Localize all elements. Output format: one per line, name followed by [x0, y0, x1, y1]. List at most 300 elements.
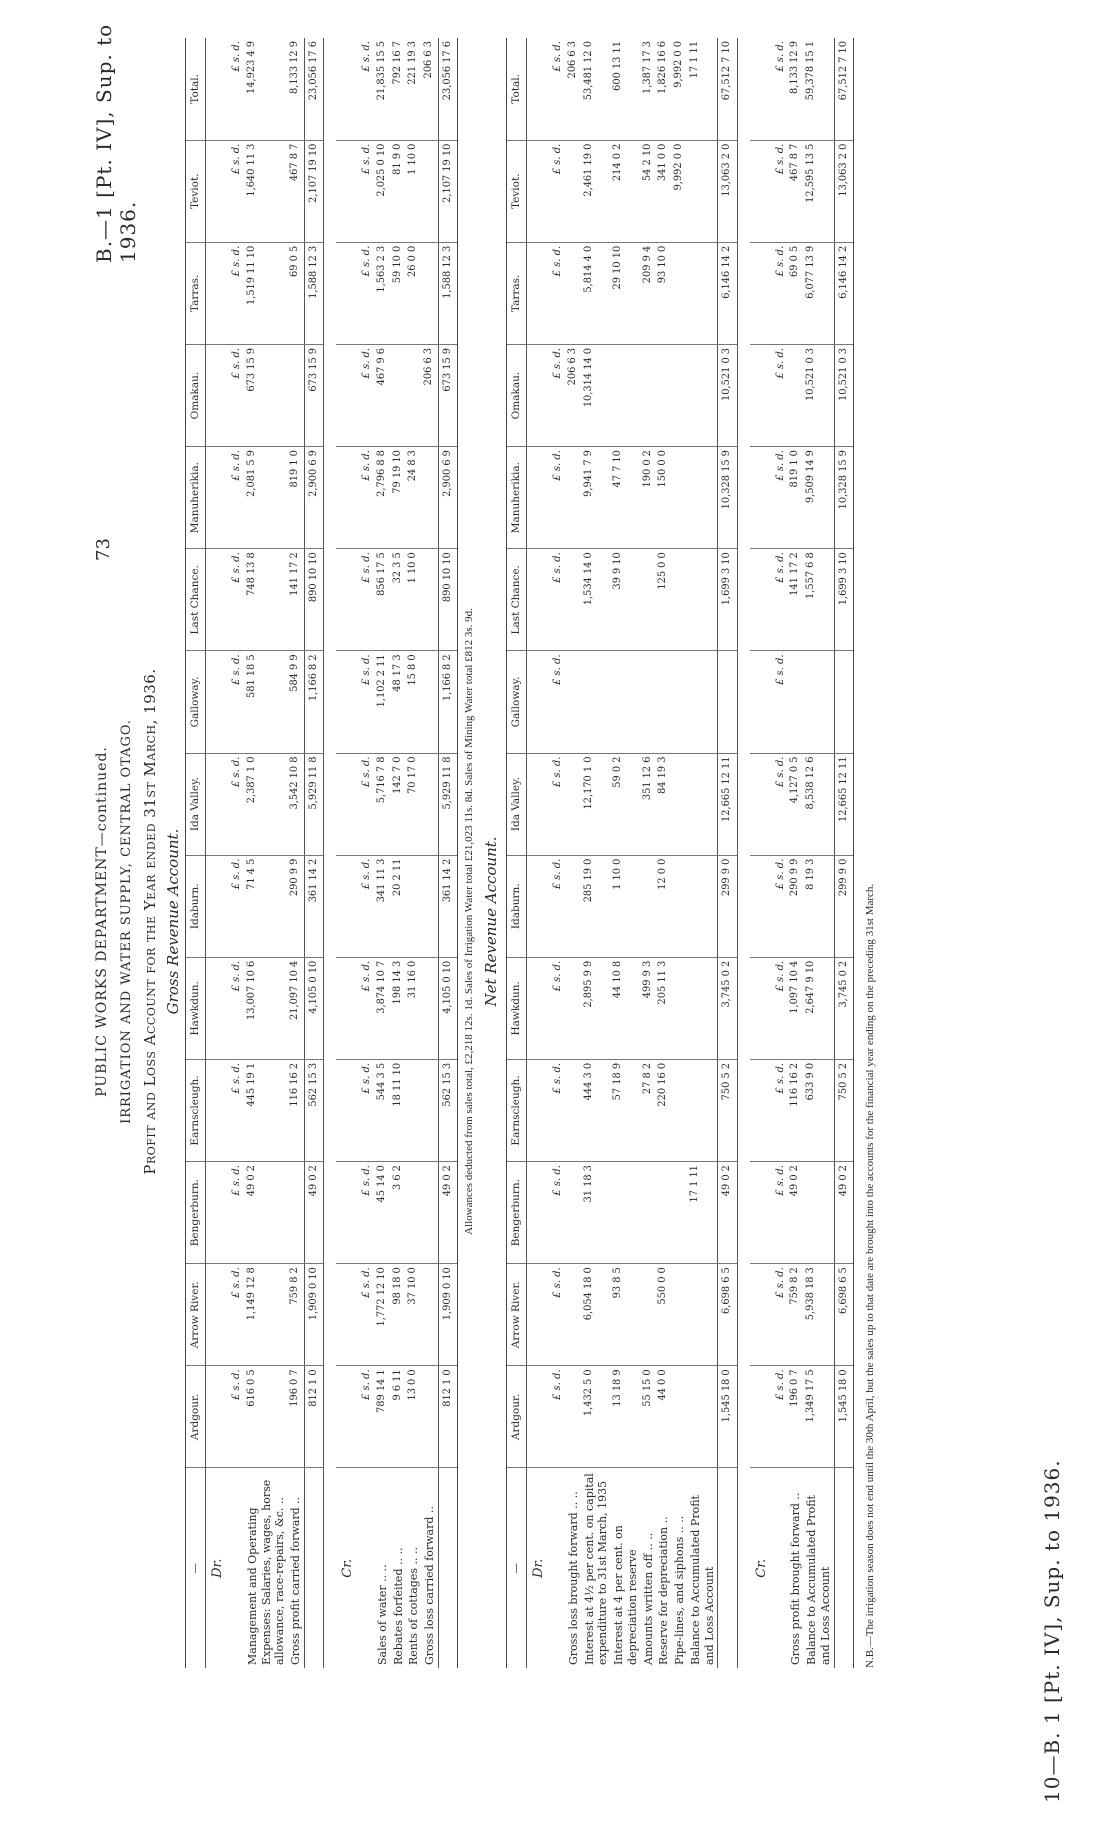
column-header: Tarras. — [186, 242, 206, 344]
total-cell: 67,512 7 10 — [718, 38, 737, 140]
table-row — [375, 38, 391, 1668]
empty-cell — [336, 344, 358, 446]
value-cell: 206 6 3 — [566, 344, 582, 446]
value-cell: 1 10 0 — [406, 549, 422, 651]
value-cell: 550 0 0 — [656, 1264, 672, 1366]
empty-cell — [336, 753, 358, 855]
empty-cell — [527, 38, 550, 140]
value-cell: 57 18 9 — [611, 1059, 641, 1161]
total-cell: 12,665 12 11 — [718, 753, 737, 855]
value-cell — [566, 140, 582, 242]
footnote: N.B.—The irrigation season does not end until the 30th April, but the sales up to that date are brought into the accounts for the financial year ending on the preceding 31st March. — [864, 883, 876, 1668]
value-cell: 467 8 7 — [288, 140, 304, 242]
total-cell: 299 9 0 — [834, 855, 853, 957]
value-cell — [422, 447, 438, 549]
total-cell: 1,166 8 2 — [438, 651, 457, 753]
value-cell: 21,097 10 4 — [288, 957, 304, 1059]
empty-cell — [527, 753, 550, 855]
units-cell: £ s. d. — [358, 38, 375, 140]
total-cell: 12,665 12 11 — [834, 753, 853, 855]
value-cell — [406, 1162, 422, 1264]
value-cell — [566, 447, 582, 549]
value-cell — [422, 242, 438, 344]
column-header: Galloway. — [186, 651, 206, 753]
empty-cell — [336, 38, 358, 140]
section-label: Dr. — [531, 1558, 547, 1578]
value-cell: 5,938 18 3 — [804, 1264, 834, 1366]
units-cell: £ s. d. — [549, 344, 566, 446]
value-cell: 13 18 9 — [611, 1366, 641, 1468]
value-cell: 24 8 3 — [406, 447, 422, 549]
value-cell — [566, 1264, 582, 1366]
section-label-row — [527, 38, 550, 1668]
empty-cell — [206, 957, 229, 1059]
value-cell: 69 0 5 — [288, 242, 304, 344]
value-cell: 9 6 11 — [391, 1366, 407, 1468]
value-cell: 1,387 17 3 — [641, 38, 657, 140]
value-cell: 55 15 0 — [641, 1366, 657, 1468]
empty-cell — [527, 242, 550, 344]
spacer-row — [737, 38, 750, 1668]
value-cell: 1,102 2 11 — [375, 651, 391, 753]
value-cell: 1,534 14 0 — [582, 549, 612, 651]
value-cell — [656, 1162, 672, 1264]
units-cell: £ s. d. — [358, 1162, 375, 1264]
total-cell: 23,056 17 6 — [438, 38, 457, 140]
value-cell — [641, 1162, 657, 1264]
value-cell: 27 8 2 — [641, 1059, 657, 1161]
units-cell: £ s. d. — [772, 1264, 789, 1366]
value-cell — [688, 447, 718, 549]
units-cell: £ s. d. — [358, 753, 375, 855]
page-ref-right: B.—1 [Pt. IV], Sup. to 1936. — [92, 23, 140, 263]
empty-cell — [527, 1264, 550, 1366]
value-cell: 12 0 0 — [656, 855, 672, 957]
value-cell: 445 19 1 — [245, 1059, 288, 1161]
value-cell: 9,941 7 9 — [582, 447, 612, 549]
empty-cell — [750, 1366, 772, 1468]
value-cell — [422, 651, 438, 753]
total-cell: 1,909 0 10 — [438, 1264, 457, 1366]
value-cell — [422, 1366, 438, 1468]
value-cell: 789 14 1 — [375, 1366, 391, 1468]
value-cell — [641, 1264, 657, 1366]
value-cell: 581 18 5 — [245, 651, 288, 753]
units-cell: £ s. d. — [772, 549, 789, 651]
column-header: Idaburn. — [186, 855, 206, 957]
units-cell: £ s. d. — [772, 1162, 789, 1264]
value-cell: 20 2 11 — [391, 855, 407, 957]
empty-cell — [336, 855, 358, 957]
total-cell: 361 14 2 — [438, 855, 457, 957]
units-cell: £ s. d. — [549, 447, 566, 549]
units-cell: £ s. d. — [228, 957, 245, 1059]
value-cell: 673 15 9 — [245, 344, 288, 446]
total-cell: 49 0 2 — [718, 1162, 737, 1264]
value-cell: 1,826 16 6 — [656, 38, 672, 140]
column-header-row — [186, 38, 206, 1668]
value-cell: 84 19 3 — [656, 753, 672, 855]
value-cell: 9,992 0 0 — [672, 38, 688, 140]
units-row — [228, 38, 245, 1668]
total-cell: 1,909 0 10 — [304, 1264, 323, 1366]
column-header: Manuherikia. — [186, 447, 206, 549]
value-cell — [672, 855, 688, 957]
units-cell: £ s. d. — [549, 1059, 566, 1161]
total-row — [718, 38, 737, 1668]
value-cell: 39 9 10 — [611, 549, 641, 651]
column-header: Teviot. — [186, 140, 206, 242]
empty-cell — [750, 1059, 772, 1161]
units-cell: £ s. d. — [549, 855, 566, 957]
empty-cell — [750, 242, 772, 344]
empty-cell — [336, 1366, 358, 1468]
value-cell — [641, 344, 657, 446]
page-ref-left: 10—B. 1 [Pt. IV], Sup. to 1936. — [1040, 1459, 1064, 1803]
value-cell — [641, 651, 657, 753]
value-cell: 1,349 17 5 — [804, 1366, 834, 1468]
empty-cell — [750, 140, 772, 242]
value-cell: 3,874 10 7 — [375, 957, 391, 1059]
value-cell: 1,097 10 4 — [788, 957, 804, 1059]
value-cell: 819 1 0 — [288, 447, 304, 549]
empty-cell — [527, 1059, 550, 1161]
empty-cell — [527, 344, 550, 446]
column-header: Arrow River. — [507, 1264, 527, 1366]
units-cell: £ s. d. — [358, 447, 375, 549]
value-cell: 49 0 2 — [788, 1162, 804, 1264]
value-cell: 584 9 9 — [288, 651, 304, 753]
value-cell — [672, 344, 688, 446]
total-cell: 5,929 11 8 — [438, 753, 457, 855]
value-cell — [672, 651, 688, 753]
units-cell: £ s. d. — [358, 855, 375, 957]
column-header: Ida Valley. — [507, 753, 527, 855]
empty-cell — [206, 1059, 229, 1161]
units-cell: £ s. d. — [228, 1162, 245, 1264]
value-cell — [566, 1366, 582, 1468]
total-cell: 1,166 8 2 — [304, 651, 323, 753]
value-cell — [566, 753, 582, 855]
value-cell: 70 17 0 — [406, 753, 422, 855]
total-cell: 6,698 6 5 — [718, 1264, 737, 1366]
value-cell: 14,923 4 9 — [245, 38, 288, 140]
value-cell: 150 0 0 — [656, 447, 672, 549]
column-header: Earnscleugh. — [507, 1059, 527, 1161]
empty-cell — [527, 651, 550, 753]
value-cell: 633 9 0 — [804, 1059, 834, 1161]
empty-cell — [750, 1264, 772, 1366]
value-cell: 467 9 6 — [375, 344, 391, 446]
units-cell: £ s. d. — [772, 855, 789, 957]
column-header: Hawkdun. — [186, 957, 206, 1059]
value-cell — [641, 549, 657, 651]
section-label-row — [336, 38, 358, 1668]
total-cell: 3,745 0 2 — [834, 957, 853, 1059]
empty-cell — [206, 1264, 229, 1366]
value-cell: 221 19 3 — [406, 38, 422, 140]
value-cell: 6,077 13 9 — [804, 242, 834, 344]
row-label: Rebates forfeited .. .. — [391, 1547, 405, 1665]
column-header: Omakau. — [186, 344, 206, 446]
value-cell: 8,133 12 9 — [788, 38, 804, 140]
total-cell: 3,745 0 2 — [718, 957, 737, 1059]
empty-cell — [527, 957, 550, 1059]
total-cell: 13,063 2 0 — [718, 140, 737, 242]
value-cell: 220 16 0 — [656, 1059, 672, 1161]
value-cell — [788, 651, 804, 753]
empty-cell — [772, 1468, 789, 1668]
value-cell: 2,387 1 0 — [245, 753, 288, 855]
value-cell: 31 16 0 — [406, 957, 422, 1059]
value-cell: 5,716 7 8 — [375, 753, 391, 855]
total-cell: 299 9 0 — [718, 855, 737, 957]
value-cell: 285 19 0 — [582, 855, 612, 957]
empty-cell — [750, 855, 772, 957]
value-cell: 141 17 2 — [288, 549, 304, 651]
value-cell: 17 1 11 — [688, 38, 718, 140]
value-cell — [611, 1162, 641, 1264]
units-cell: £ s. d. — [228, 344, 245, 446]
units-cell: £ s. d. — [228, 855, 245, 957]
value-cell — [656, 651, 672, 753]
total-cell: 1,545 18 0 — [834, 1366, 853, 1468]
value-cell: 196 0 7 — [288, 1366, 304, 1468]
value-cell: 748 13 8 — [245, 549, 288, 651]
value-cell: 10,521 0 3 — [804, 344, 834, 446]
value-cell: 141 17 2 — [788, 549, 804, 651]
row-label: Gross profit carried forward .. — [289, 1496, 303, 1665]
empty-cell — [336, 447, 358, 549]
total-cell: 1,588 12 3 — [438, 242, 457, 344]
value-cell: 196 0 7 — [788, 1366, 804, 1468]
value-cell: 759 8 2 — [788, 1264, 804, 1366]
value-cell: 290 9 9 — [788, 855, 804, 957]
column-header: Last Chance. — [186, 549, 206, 651]
empty-cell — [834, 1468, 853, 1668]
total-cell: 750 5 2 — [718, 1059, 737, 1161]
value-cell: 18 11 10 — [391, 1059, 407, 1161]
total-cell: 23,056 17 6 — [304, 38, 323, 140]
table-row — [422, 38, 438, 1668]
units-cell: £ s. d. — [228, 549, 245, 651]
table-row — [788, 38, 804, 1668]
total-cell: 13,063 2 0 — [834, 140, 853, 242]
value-cell — [688, 344, 718, 446]
value-cell: 125 0 0 — [656, 549, 672, 651]
empty-cell — [750, 651, 772, 753]
units-row — [358, 38, 375, 1668]
value-cell: 59,378 15 1 — [804, 38, 834, 140]
value-cell — [422, 855, 438, 957]
units-cell: £ s. d. — [228, 242, 245, 344]
column-header: Ida Valley. — [186, 753, 206, 855]
allowances-note: Allowances deducted from sales total, £2,218 12s. 1d. Sales of Irrigation Water total £21,023 11s. 8d. Sales of Mining Water total £812 3s. 9d. — [463, 608, 475, 1235]
value-cell — [688, 549, 718, 651]
row-label: Balance to Accumulated Profit and Loss Account — [688, 1495, 716, 1665]
value-cell: 49 0 2 — [245, 1162, 288, 1264]
empty-cell — [527, 1162, 550, 1264]
value-cell: 792 16 7 — [391, 38, 407, 140]
table-row — [406, 38, 422, 1668]
value-cell — [672, 753, 688, 855]
value-cell — [582, 651, 612, 753]
column-header: Manuherikia. — [507, 447, 527, 549]
row-label: Pipe-lines, and siphons .. .. — [673, 1515, 687, 1665]
column-header: Tarras. — [507, 242, 527, 344]
total-row — [438, 38, 457, 1668]
value-cell — [288, 1162, 304, 1264]
header-blank: — — [186, 1468, 206, 1668]
value-cell — [672, 447, 688, 549]
units-cell: £ s. d. — [772, 957, 789, 1059]
empty-cell — [527, 140, 550, 242]
section-label-row — [206, 38, 229, 1668]
value-cell: 616 0 5 — [245, 1366, 288, 1468]
total-cell: 49 0 2 — [304, 1162, 323, 1264]
value-cell — [672, 549, 688, 651]
units-cell: £ s. d. — [549, 549, 566, 651]
units-cell: £ s. d. — [549, 1366, 566, 1468]
empty-cell — [206, 855, 229, 957]
value-cell: 600 13 11 — [611, 38, 641, 140]
units-cell: £ s. d. — [358, 344, 375, 446]
value-cell: 759 8 2 — [288, 1264, 304, 1366]
column-header: Total. — [507, 38, 527, 140]
value-cell: 1,432 5 0 — [582, 1366, 612, 1468]
table-row — [804, 38, 834, 1668]
units-cell: £ s. d. — [549, 957, 566, 1059]
units-cell: £ s. d. — [772, 140, 789, 242]
value-cell: 26 0 0 — [406, 242, 422, 344]
units-cell: £ s. d. — [358, 242, 375, 344]
empty-cell — [304, 1468, 323, 1668]
total-cell: 5,929 11 8 — [304, 753, 323, 855]
value-cell: 116 16 2 — [288, 1059, 304, 1161]
units-cell: £ s. d. — [228, 1366, 245, 1468]
value-cell: 1,519 11 10 — [245, 242, 288, 344]
value-cell: 290 9 9 — [288, 855, 304, 957]
value-cell — [566, 242, 582, 344]
empty-cell — [228, 1468, 245, 1668]
value-cell: 8,133 12 9 — [288, 38, 304, 140]
value-cell — [422, 1059, 438, 1161]
value-cell: 1 10 0 — [406, 140, 422, 242]
total-cell: 2,107 19 10 — [438, 140, 457, 242]
table-row — [288, 38, 304, 1668]
value-cell: 1,640 11 3 — [245, 140, 288, 242]
row-label: Gross loss brought forward .. .. — [566, 1491, 580, 1665]
value-cell: 1,563 2 3 — [375, 242, 391, 344]
total-cell: 2,900 6 9 — [438, 447, 457, 549]
value-cell: 44 10 8 — [611, 957, 641, 1059]
value-cell: 351 12 6 — [641, 753, 657, 855]
value-cell: 6,054 18 0 — [582, 1264, 612, 1366]
value-cell — [566, 1162, 582, 1264]
value-cell — [672, 1162, 688, 1264]
value-cell — [406, 855, 422, 957]
units-cell: £ s. d. — [772, 242, 789, 344]
value-cell: 5,814 4 0 — [582, 242, 612, 344]
empty-cell — [336, 1162, 358, 1264]
empty-cell — [336, 549, 358, 651]
empty-cell — [527, 1366, 550, 1468]
total-cell — [834, 651, 853, 753]
total-cell: 10,328 15 9 — [834, 447, 853, 549]
units-cell: £ s. d. — [772, 447, 789, 549]
total-cell: 67,512 7 10 — [834, 38, 853, 140]
total-cell: 10,521 0 3 — [834, 344, 853, 446]
value-cell — [672, 1264, 688, 1366]
value-cell: 12,595 13 5 — [804, 140, 834, 242]
value-cell — [688, 140, 718, 242]
empty-cell — [206, 753, 229, 855]
units-row — [549, 38, 566, 1668]
total-cell: 812 1 0 — [304, 1366, 323, 1468]
empty-cell — [206, 1162, 229, 1264]
empty-cell — [206, 38, 229, 140]
value-cell: 1 10 0 — [611, 855, 641, 957]
column-header: Bengerburn. — [186, 1162, 206, 1264]
total-cell: 1,699 3 10 — [718, 549, 737, 651]
units-cell: £ s. d. — [228, 651, 245, 753]
total-cell: 361 14 2 — [304, 855, 323, 957]
value-cell: 2,647 9 10 — [804, 957, 834, 1059]
total-row — [834, 38, 853, 1668]
page-number: 73 — [93, 538, 114, 561]
value-cell: 71 4 5 — [245, 855, 288, 957]
value-cell: 53,481 12 0 — [582, 38, 612, 140]
value-cell — [422, 1264, 438, 1366]
units-cell: £ s. d. — [772, 1366, 789, 1468]
section-label-row — [750, 38, 772, 1668]
value-cell: 1,557 6 8 — [804, 549, 834, 651]
value-cell — [688, 1366, 718, 1468]
empty-cell — [336, 242, 358, 344]
units-cell: £ s. d. — [549, 651, 566, 753]
units-cell: £ s. d. — [358, 1264, 375, 1366]
empty-cell — [206, 549, 229, 651]
value-cell: 209 9 4 — [641, 242, 657, 344]
value-cell — [566, 651, 582, 753]
value-cell — [611, 344, 641, 446]
row-label: Reserve for depreciation .. — [657, 1516, 671, 1665]
section-label: Cr. — [753, 1558, 769, 1578]
value-cell — [422, 1162, 438, 1264]
value-cell: 341 0 0 — [656, 140, 672, 242]
value-cell — [391, 344, 407, 446]
total-cell: 750 5 2 — [834, 1059, 853, 1161]
units-cell: £ s. d. — [772, 344, 789, 446]
empty-cell — [750, 957, 772, 1059]
empty-cell — [527, 447, 550, 549]
value-cell: 4,127 0 5 — [788, 753, 804, 855]
value-cell — [566, 855, 582, 957]
total-cell: 562 15 3 — [304, 1059, 323, 1161]
row-label: Interest at 4 per cent. on depreciation reserve — [612, 1525, 639, 1665]
total-cell: 6,698 6 5 — [834, 1264, 853, 1366]
total-row — [304, 38, 323, 1668]
value-cell: 37 10 0 — [406, 1264, 422, 1366]
value-cell: 341 11 3 — [375, 855, 391, 957]
empty-cell — [336, 1059, 358, 1161]
empty-cell — [750, 344, 772, 446]
value-cell: 142 7 0 — [391, 753, 407, 855]
value-cell — [788, 344, 804, 446]
value-cell — [672, 957, 688, 1059]
empty-cell — [527, 549, 550, 651]
empty-cell — [750, 38, 772, 140]
